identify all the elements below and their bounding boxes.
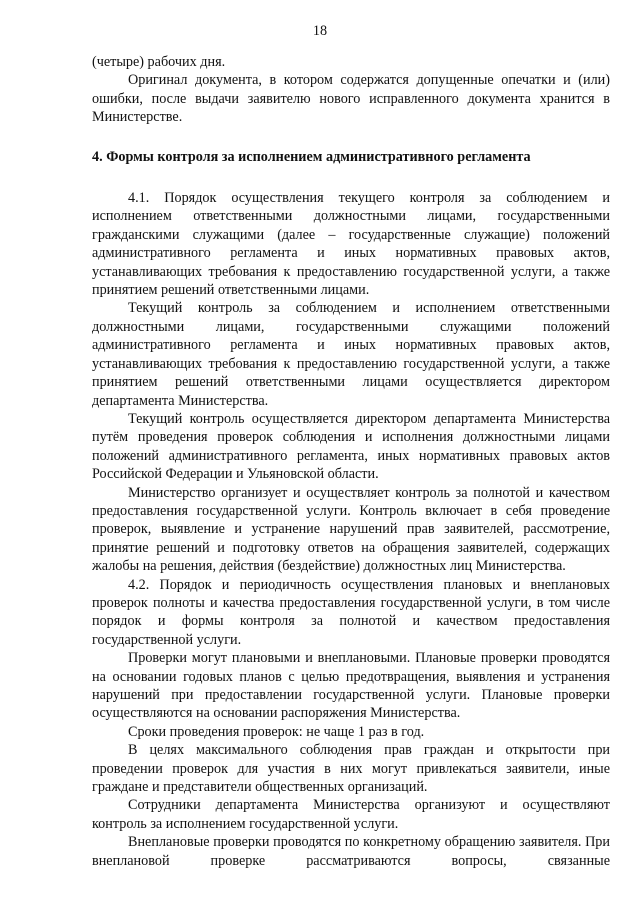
paragraph-planned-inspections: Проверки могут плановыми и внеплановыми. Плановые проверки проводятся на основании годовых планов с целью предотвращения, выявления и устранения нарушений при предоставлении государственной услуги. Плановые проверки осуществляются на основании распоряжения Министерства. xyxy=(92,650,610,722)
paragraph-ministry-control: Министерство организует и осуществляет контроль за полнотой и качеством предоставления государственной услуги. Контроль включает в себя проведение проверок, выявление и устранение нарушений прав заявителей, рассмотрение, принятие решений и подготовку ответов на обращения заявителей, содержащих жалобы на решения, действия (бездействие) должностных лиц Министерства. xyxy=(92,484,610,575)
paragraph-current-control: Текущий контроль за соблюдением и исполнением ответственными должностными лицами, государственными служащими положений административного регламента и иных нормативных правовых актов, устанавливающих требования к предоставлению государственной услуги, а также принятием решений ответственными лицами осуществляется директором департамента Министерства. xyxy=(92,300,610,409)
paragraph-department-staff: Сотрудники департамента Министерства организуют и осуществляют контроль за исполнением государственной услуги. xyxy=(92,797,610,832)
continuation-line: (четыре) рабочих дня. xyxy=(92,54,226,70)
paragraph-control-director: Текущий контроль осуществляется директором департамента Министерства путём проведения проверок соблюдения и исполнения должностными лицами положений административного регламента, иных нормативных правовых актов Российской Федерации и Ульяновской области. xyxy=(92,410,610,483)
paragraph-4-1: 4.1. Порядок осуществления текущего контроля за соблюдением и исполнением ответственными должностными лицами, государственными гражданскими служащими (далее – государственные служащие) положений административного регламента и иных нормативных правовых актов, устанавливающих требования к предоставлению государственной услуги, а также принятием решений ответственными лицами. xyxy=(92,190,610,299)
paragraph-original-document: Оригинал документа, в котором содержатся допущенные опечатки и (или) ошибки, после выдачи заявителю нового исправленного документа хранится в Министерстве. xyxy=(92,72,610,126)
document-body xyxy=(92,53,610,870)
paragraph-4-2: 4.2. Порядок и периодичность осуществления плановых и внеплановых проверок полноты и качества предоставления государственной услуги, в том числе порядок и формы контроля за полнотой и качеством предоставления государственной услуги. xyxy=(92,576,610,648)
section-heading: 4. Формы контроля за исполнением административного регламента xyxy=(92,148,531,165)
page-number: 18 xyxy=(312,23,328,39)
paragraph-inspection-frequency: Сроки проведения проверок: не чаще 1 раз в год. xyxy=(128,723,425,740)
paragraph-openness: В целях максимального соблюдения прав граждан и открытости при проведении проверок для участия в них могут привлекаться заявители, иные граждане и представители общественных организаций. xyxy=(92,742,610,796)
paragraph-unplanned-inspections: Внеплановые проверки проводятся по конкретному обращению заявителя. При внеплановой проверке рассматриваются вопросы, связанные xyxy=(92,834,610,869)
